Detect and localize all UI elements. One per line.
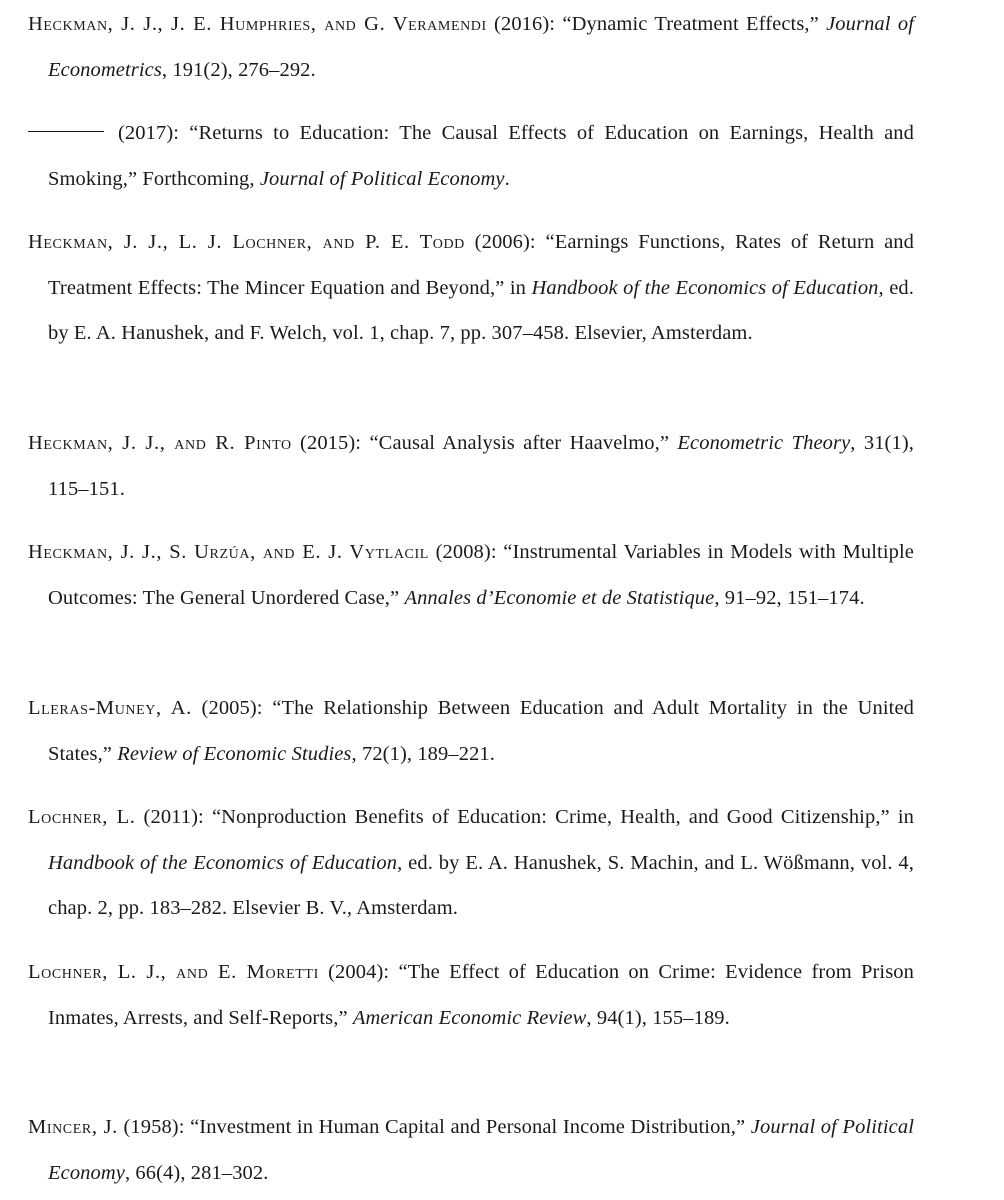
reference-title: “Causal Analysis after Haavelmo,” (369, 432, 678, 454)
reference-authors: Heckman, J. J., J. E. Humphries, and G. Veramendi (28, 13, 487, 35)
reference-details: , 94(1), 155–189. (586, 1006, 730, 1029)
reference-details: , 66(4), 281–302. (124, 1161, 269, 1184)
reference-entry (28, 111, 914, 202)
reference-entry (28, 421, 914, 512)
reference-year: (2006): (464, 231, 546, 253)
reference-venue: Econometric Theory (677, 432, 851, 454)
reference-authors: Lochner, L. (28, 806, 136, 828)
reference-entry (28, 1105, 914, 1196)
reference-year: (2004): (318, 961, 399, 983)
reference-venue: Handbook of the Economics of Education (48, 851, 398, 874)
reference-title: “Returns to Education: The Causal Effects of Education on Earnings, Health and Smoking,” Forthcoming, (48, 122, 914, 190)
reference-year: (2008): (428, 541, 504, 563)
reference-entry (28, 795, 914, 932)
reference-title: “The Effect of Education on Crime: Evidence from Prison Inmates, Arrests, and Self-Reports,” (48, 961, 915, 1029)
reference-venue: Annales d’Economie et de Statistique (404, 586, 715, 609)
reference-title: “Investment in Human Capital and Personal Income Distribution,” (190, 1116, 751, 1138)
reference-authors: Lochner, L. J., and E. Moretti (28, 961, 319, 983)
reference-title: “The Relationship Between Education and Adult Mortality in the United States,” (48, 697, 915, 765)
reference-venue: Journal of Political Economy (259, 167, 505, 190)
reference-entry (28, 950, 914, 1041)
reference-title: “Earnings Functions, Rates of Return and Treatment Effects: The Mincer Equation and Beyond,” in (48, 231, 914, 299)
reference-details: , 31(1), 115–151. (48, 432, 914, 500)
reference-venue: Journal of Political Economy (48, 1116, 914, 1184)
reference-entry (28, 530, 914, 621)
reference-details: , 191(2), 276–292. (161, 58, 316, 81)
reference-venue: American Economic Review (352, 1006, 587, 1029)
reference-entry (28, 686, 914, 777)
reference-authors: Heckman, J. J., S. Urzúa, and E. J. Vytlacil (28, 541, 429, 563)
reference-venue: Handbook of the Economics of Education (531, 276, 879, 299)
reference-year: (2005): (191, 697, 273, 719)
reference-authors: Lleras-Muney, A. (28, 697, 192, 719)
reference-details: , ed. by E. A. Hanushek, S. Machin, and L. Wößmann, vol. 4, chap. 2, pp. 183–282. Elsevier B. V., Amsterdam. (48, 851, 914, 919)
reference-title: “Nonproduction Benefits of Education: Crime, Health, and Good Citizenship,” in (211, 806, 914, 828)
reference-entry (28, 220, 914, 357)
reference-title: “Dynamic Treatment Effects,” (562, 13, 827, 35)
reference-year: (2016): (486, 13, 563, 35)
reference-authors: Heckman, J. J., and R. Pinto (28, 432, 292, 454)
reference-details: , ed. by E. A. Hanushek, and F. Welch, vol. 1, chap. 7, pp. 307–458. Elsevier, Amsterdam. (48, 276, 914, 344)
reference-venue: Journal of Econometrics (48, 13, 915, 81)
reference-authors: Mincer, J. (28, 1116, 118, 1138)
reference-year: (2017): (118, 122, 190, 144)
reference-year: (2015): (291, 432, 370, 454)
reference-details: . (504, 167, 510, 190)
reference-details: , 72(1), 189–221. (351, 742, 495, 765)
same-authors-dash (28, 131, 104, 132)
reference-title: “Instrumental Variables in Models with Multiple Outcomes: The General Unordered Case,” (48, 541, 914, 609)
reference-details: , 91–92, 151–174. (714, 586, 865, 609)
reference-authors: Heckman, J. J., L. J. Lochner, and P. E. Todd (28, 231, 465, 253)
reference-entry (28, 2, 914, 93)
reference-venue: Review of Economic Studies (117, 742, 352, 765)
reference-year: (2011): (135, 806, 212, 828)
reference-year: (1958): (117, 1116, 191, 1138)
